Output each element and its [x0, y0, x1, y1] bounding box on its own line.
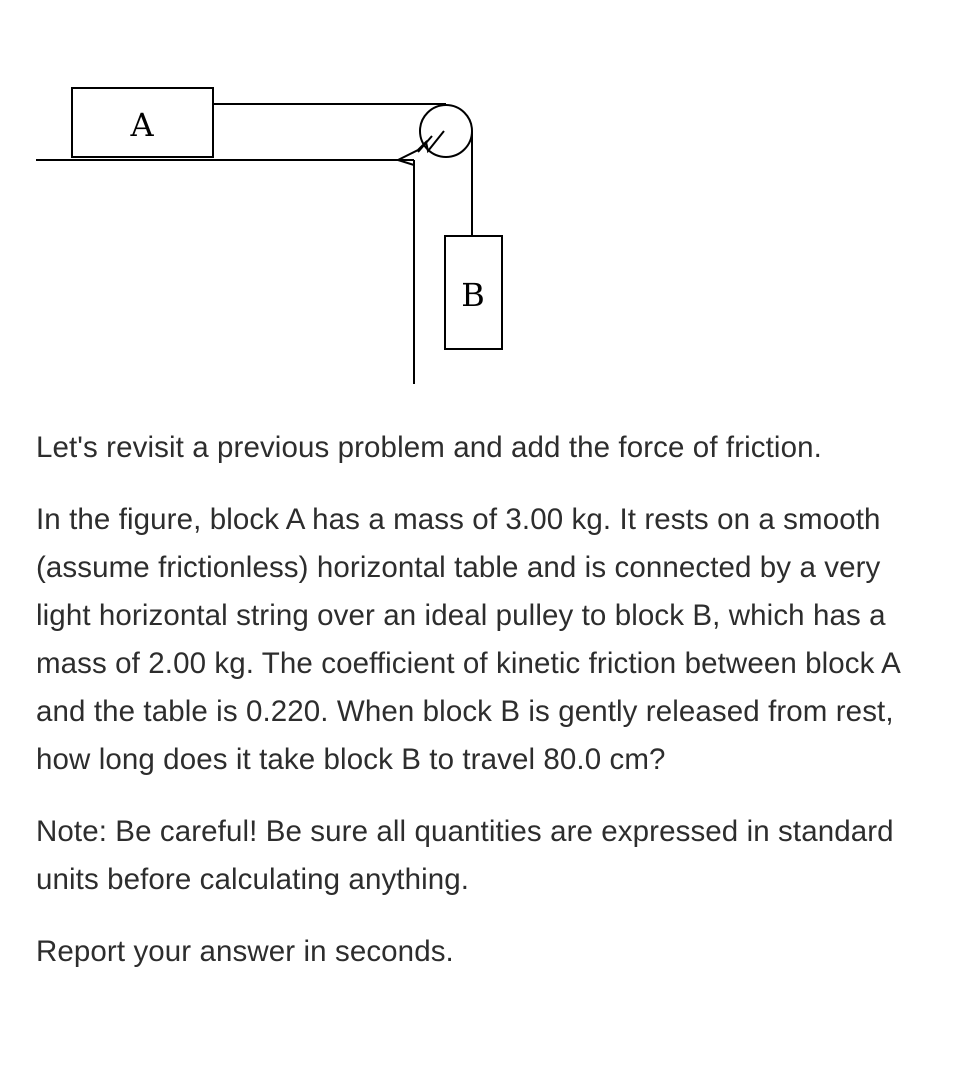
problem-intro: Let's revisit a previous problem and add the force of friction.	[36, 431, 822, 464]
pulley-diagram	[0, 0, 974, 400]
problem-note: Note: Be careful! Be sure all quantities are expressed in standard units before calculating anything.	[36, 815, 894, 896]
block-a-label: A	[130, 106, 154, 144]
problem-instruction: Report your answer in seconds.	[36, 935, 454, 968]
pulley-figure	[0, 0, 974, 400]
problem-text	[36, 424, 936, 976]
problem-statement: In the figure, block A has a mass of 3.00 kg. It rests on a smooth (assume frictionless) horizontal table and is connected by a very light horizontal string over an ideal pulley to block B, which has a mass of 2.00 kg. The coefficient of kinetic friction between block A and the table is 0.220. When block B is gently released from rest, how long does it take block B to travel 80.0 cm?	[36, 503, 900, 776]
block-b-label: B	[461, 276, 485, 314]
